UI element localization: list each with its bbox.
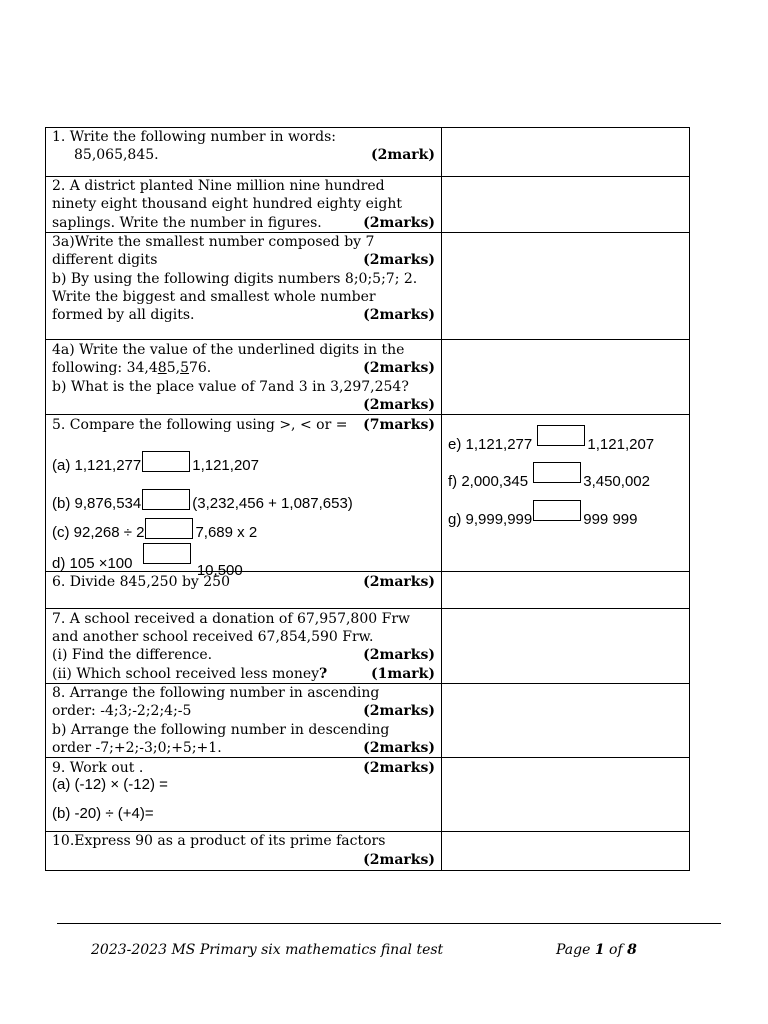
q2-line2: ninety eight thousand eight hundred eighty eight [52,196,402,213]
q5-e-right: 1,121,207 [587,435,655,453]
q5-item-b [52,489,353,513]
q5-a-right: 1,121,207 [192,456,259,474]
q5-f-right: 3,450,002 [583,472,650,490]
answer-cell-6[interactable] [442,571,690,608]
answer-box-c[interactable] [145,518,193,539]
q9-part-a: (a) (-12) × (-12) = [52,776,168,794]
q3-line5: formed by all digits. [52,307,195,324]
question-cell-1 [46,128,442,177]
q4-line2-suffix: 76. [188,360,212,377]
q8-line1: 8. Arrange the following number in ascending [52,685,380,702]
footer-page-prefix: Page [556,942,595,958]
q4-marks-a: (2marks) [363,360,435,377]
q5-a-left: (a) 1,121,277 [52,456,142,474]
question-cell-3 [46,233,442,340]
q8-line4: order -7;+2;-3;0;+5;+1. [52,739,222,756]
q5-c-left: (c) 92,268 ÷ 2 [52,523,145,541]
question-cell-7 [46,608,442,683]
answer-cell-9[interactable] [442,758,690,832]
question-row-5 [46,414,690,571]
answer-box-d[interactable] [143,543,191,564]
answer-cell-3[interactable] [442,233,690,340]
q3-line2-wrap [52,251,435,269]
question-cell-4 [46,340,442,415]
q3-line1: 3a)Write the smallest number composed by 7 [52,234,375,250]
footer-page-current: 1 [594,942,605,958]
footer-divider [57,923,721,924]
q10-line1: 10.Express 90 as a product of its prime factors [52,833,386,850]
question-row-6 [46,571,690,608]
answer-box-b[interactable] [142,489,190,510]
q3-marks-a: (2marks) [363,252,435,269]
footer-title: 2023-2023 MS Primary six mathematics final test [91,942,444,958]
question-row-7 [46,608,690,683]
q10-marks: (2marks) [363,851,435,868]
q4-line2-mid: 5, [166,360,181,377]
q4-line2-prefix: following: 34,4 [52,360,158,377]
q5-item-e [448,425,654,453]
q8-marks-a: (2marks) [363,703,435,720]
q7-marks-i: (2marks) [363,647,435,664]
answer-cell-8[interactable] [442,684,690,758]
q6-line1-wrap [52,572,435,591]
question-cell-5 [46,414,442,579]
q4-underlined-digit-2: 5 [180,360,189,377]
q4-line2-wrap [52,359,435,377]
question-row-8 [46,684,690,758]
q5-b-right: (3,232,456 + 1,087,653) [192,494,353,512]
q8-line4-wrap [52,739,435,757]
q5-item-g [448,500,637,528]
q7-line3-wrap [52,646,435,664]
q5-item-f [448,462,650,490]
answer-box-f[interactable] [533,462,581,483]
q5-g-left: g) 9,999,999 [448,510,533,528]
answer-cell-1[interactable] [442,128,690,177]
answer-box-a[interactable] [142,451,190,472]
q5-e-left: e) 1,121,277 [448,435,533,453]
q8-line2: order: -4;3;-2;2;4;-5 [52,703,192,720]
q5-marks: (7marks) [363,416,435,433]
answer-cell-10[interactable] [442,832,690,871]
q5-c-right: 7,689 x 2 [195,523,258,541]
q2-line3-wrap [52,214,435,232]
q4-line4-wrap [52,396,435,414]
q1-line2 [52,146,435,164]
question-row-1 [46,128,690,177]
q7-question-mark: ? [319,665,328,682]
question-row-10 [46,832,690,871]
q9-line1: 9. Work out . [52,760,144,777]
answer-cell-7[interactable] [442,608,690,683]
answer-cell-5 [442,414,690,571]
question-row-3 [46,233,690,340]
q4-line1: 4a) Write the value of the underlined digits in the [52,342,405,358]
q5-d-right: 10,500 [196,561,243,579]
q5-f-left: f) 2,000,345 [448,472,529,490]
question-cell-2 [46,177,442,233]
q8-line2-wrap [52,702,435,720]
q5-g-right: 999 999 [583,510,638,528]
q3-line2: different digits [52,252,158,269]
q7-line2: and another school received 67,854,590 Frw. [52,629,374,646]
q5-item-a [52,451,259,475]
q5-b-left: (b) 9,876,534 [52,494,142,512]
question-row-4 [46,340,690,415]
q5-line1-wrap [52,415,435,434]
q7-line4-wrap [52,665,435,683]
q3-line4: Write the biggest and smallest whole number [52,288,376,305]
footer-page-of: of [604,942,628,958]
q3-line5-wrap [52,306,435,324]
q2-line1: 2. A district planted Nine million nine hundred [52,178,385,194]
q7-line3: (i) Find the difference. [52,647,213,664]
q10-line2-wrap [52,851,435,869]
footer-page-total: 8 [627,942,637,958]
q6-marks: (2marks) [363,573,435,590]
q5-item-d [52,543,243,579]
q8-line3: b) Arrange the following number in descending [52,721,390,738]
q5-d-left: d) 105 ×100 [52,554,133,572]
q1-text: 1. Write the following number in words: [52,129,336,145]
q7-line4: (ii) Which school received less money [52,665,320,682]
q7-line1: 7. A school received a donation of 67,957,800 Frw [52,610,410,627]
q2-marks: (2marks) [363,214,435,231]
q9-line1-wrap [52,758,435,777]
answer-cell-2[interactable] [442,177,690,233]
q4-line3: b) What is the place value of 7and 3 in 3,297,254? [52,378,409,395]
question-cell-6 [46,571,442,608]
q4-underlined-digit-1: 8 [157,360,167,377]
q6-line1: 6. Divide 845,250 by 250 [52,573,230,590]
q5-line1: 5. Compare the following using >, < or = [52,416,348,433]
q1-marks: (2mark) [371,147,435,164]
q3-line3: b) By using the following digits numbers 8;0;5;7; 2. [52,270,418,287]
question-cell-8 [46,684,442,758]
q1-number: 85,065,845. [74,147,159,164]
question-row-2 [46,177,690,233]
q9-marks: (2marks) [363,760,435,777]
q4-marks-b: (2marks) [363,396,435,413]
q2-line3: saplings. Write the number in figures. [52,214,322,231]
answer-box-g[interactable] [533,500,581,521]
answer-cell-4[interactable] [442,340,690,415]
q9-part-b: (b) -20) ÷ (+4)= [52,805,154,823]
q3-marks-b: (2marks) [363,307,435,324]
answer-box-e[interactable] [537,425,585,446]
q5-item-c [52,518,257,542]
q8-marks-b: (2marks) [363,739,435,756]
question-row-9 [46,758,690,832]
question-cell-9 [46,758,442,832]
footer-page-number [556,942,637,958]
q7-marks-ii: (1mark) [371,665,435,682]
exam-table [45,127,690,871]
question-cell-10 [46,832,442,871]
